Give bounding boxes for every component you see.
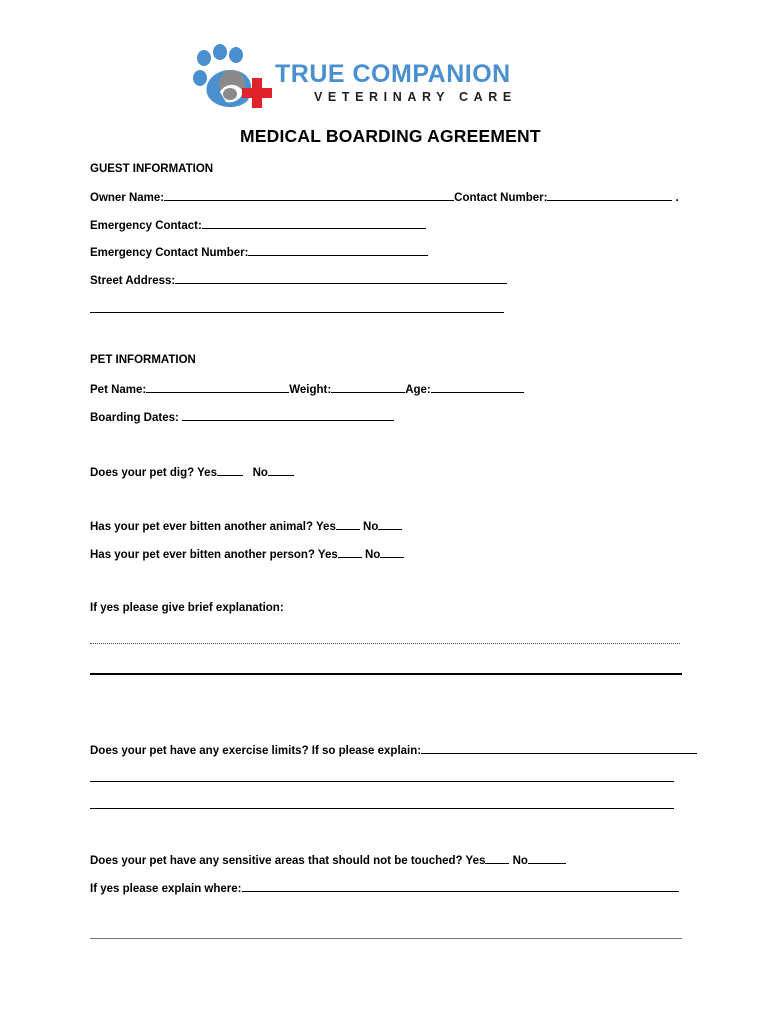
sensitive-yes-field[interactable] <box>485 852 509 864</box>
boarding-dates-label: Boarding Dates: <box>90 412 179 424</box>
logo-tagline: VETERINARY CARE <box>314 90 517 104</box>
trailing-mark: . <box>675 192 679 204</box>
explain-where-label: If yes please explain where: <box>90 883 242 895</box>
street-address-line-2[interactable] <box>90 312 504 313</box>
pet-name-field[interactable] <box>146 381 289 393</box>
weight-field[interactable] <box>331 381 405 393</box>
bitten-person-yes-field[interactable] <box>338 546 362 558</box>
dig-question-row <box>90 464 294 480</box>
bitten-person-no-field[interactable] <box>380 546 404 558</box>
exercise-line-3[interactable] <box>90 808 674 809</box>
street-address-row <box>90 272 507 288</box>
sensitive-areas-row <box>90 852 566 868</box>
dig-no-field[interactable] <box>268 464 294 476</box>
emergency-contact-label: Emergency Contact: <box>90 220 202 232</box>
emergency-contact-number-row <box>90 244 428 260</box>
dig-no-label: No <box>252 467 268 479</box>
emergency-contact-number-label: Emergency Contact Number: <box>90 247 249 259</box>
age-label: Age: <box>405 384 431 396</box>
owner-name-label: Owner Name: <box>90 192 165 204</box>
contact-number-field[interactable] <box>547 189 672 201</box>
weight-label: Weight: <box>289 384 332 396</box>
emergency-contact-field[interactable] <box>202 217 426 229</box>
age-field[interactable] <box>431 381 524 393</box>
bitten-animal-no-field[interactable] <box>378 518 402 530</box>
bottom-divider <box>90 938 682 939</box>
bitten-animal-no-label: No <box>363 521 379 533</box>
exercise-question: Does your pet have any exercise limits? If so please explain: <box>90 745 422 757</box>
bitten-animal-question: Has your pet ever bitten another animal? Yes <box>90 521 336 533</box>
boarding-dates-field[interactable] <box>182 409 394 421</box>
exercise-line-2[interactable] <box>90 781 674 782</box>
bitten-person-no-label: No <box>364 549 381 561</box>
sensitive-areas-question: Does your pet have any sensitive areas that should not be touched? Yes <box>90 855 486 867</box>
exercise-row <box>90 742 697 758</box>
emergency-contact-number-field[interactable] <box>248 244 428 256</box>
street-address-label: Street Address: <box>90 275 176 287</box>
bitten-animal-yes-field[interactable] <box>336 518 360 530</box>
owner-name-row <box>90 189 679 205</box>
explain-where-field[interactable] <box>242 880 679 892</box>
dig-yes-field[interactable] <box>217 464 243 476</box>
page-title: MEDICAL BOARDING AGREEMENT <box>240 126 541 146</box>
sensitive-no-label: No <box>512 855 528 867</box>
guest-info-heading: GUEST INFORMATION <box>90 163 214 175</box>
pet-info-heading: PET INFORMATION <box>90 354 196 366</box>
pet-name-label: Pet Name: <box>90 384 147 396</box>
explain-where-row <box>90 880 679 896</box>
logo-brand-name: TRUE COMPANION <box>275 60 511 88</box>
paw-pets-logo-icon <box>190 44 280 114</box>
dig-question: Does your pet dig? Yes <box>90 467 217 479</box>
pet-details-row <box>90 381 524 397</box>
emergency-contact-row <box>90 217 426 233</box>
sensitive-no-field[interactable] <box>528 852 566 864</box>
bitten-animal-row <box>90 518 402 534</box>
boarding-dates-row <box>90 409 394 425</box>
bitten-person-question: Has your pet ever bitten another person? Yes <box>90 549 338 561</box>
street-address-field[interactable] <box>175 272 507 284</box>
logo <box>190 44 590 114</box>
contact-number-label: Contact Number: <box>454 192 548 204</box>
explanation-line-1[interactable] <box>90 643 680 644</box>
explanation-line-2[interactable] <box>90 673 682 675</box>
bitten-person-row <box>90 546 404 562</box>
owner-name-field[interactable] <box>164 189 454 201</box>
exercise-field[interactable] <box>421 742 697 754</box>
explanation-prompt: If yes please give brief explanation: <box>90 602 284 614</box>
